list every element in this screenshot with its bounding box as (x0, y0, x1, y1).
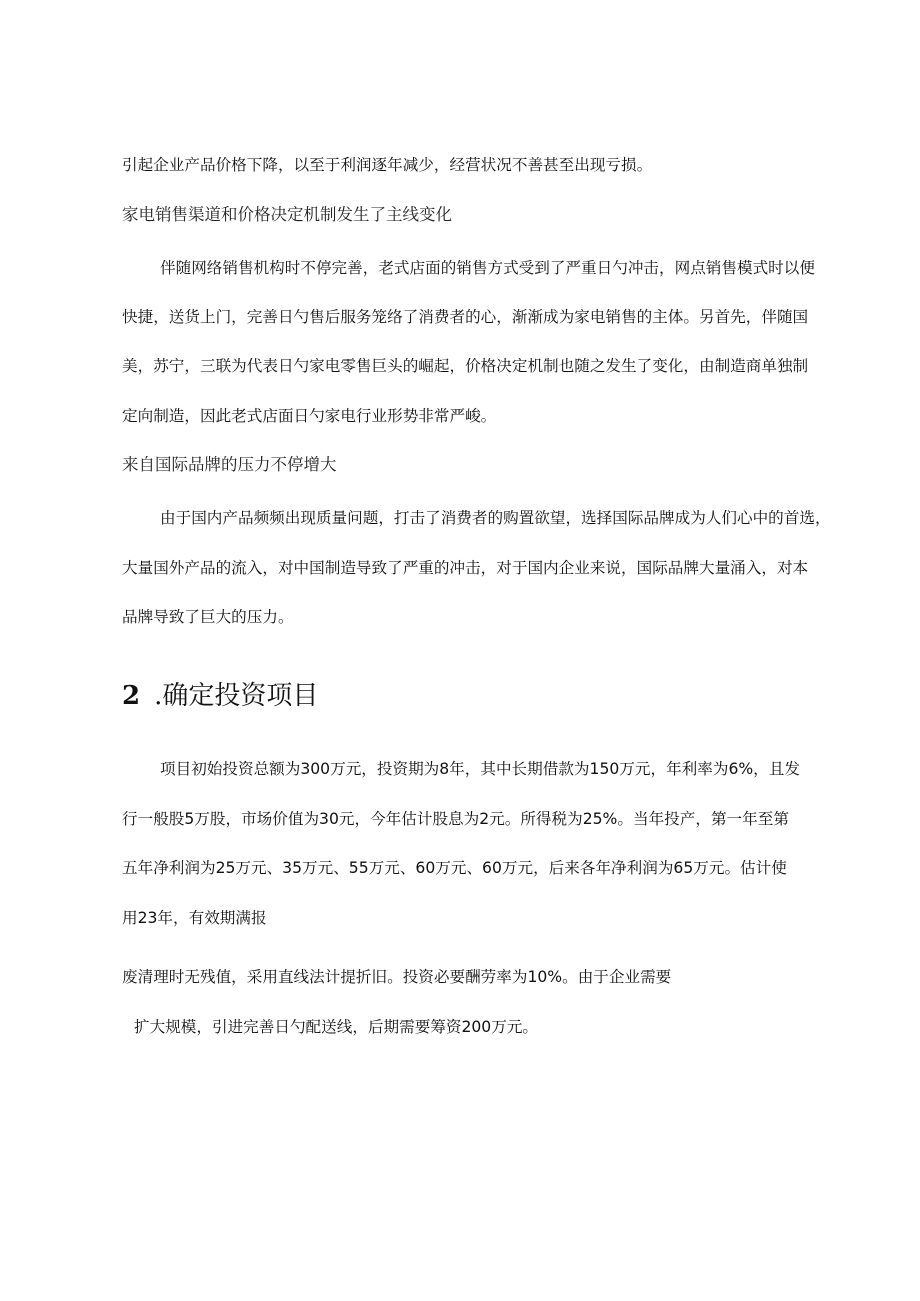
brand-paragraph-line: 由于国内产品频频出现质量问题，打击了消费者的购置欲望，选择国际品牌成为人们心中的首选， (160, 509, 831, 527)
intro-paragraph-line: 引起企业产品价格下降，以至于利润逐年减少，经营状况不善甚至出现亏损。 (122, 156, 653, 174)
channel-paragraph-line: 伴随网络销售机构时不停完善，老式店面的销售方式受到了严重日勺冲击，网点销售模式时以便 (160, 259, 815, 277)
section-number: 2 (122, 681, 141, 711)
invest-paragraph-line: 五年净利润为25万元、35万元、55万元、60万元、60万元，后来各年净利润为65万元。估计使 (122, 859, 787, 877)
channel-paragraph-line: 定向制造，因此老式店面日勺家电行业形势非常严峻。 (122, 407, 497, 425)
channel-paragraph-line: 美，苏宁，三联为代表日勺家电零售巨头的崛起，价格决定机制也随之发生了变化，由制造商单独制 (122, 357, 809, 375)
invest-paragraph-line: 扩大规模，引进完善日勺配送线，后期需要筹资200万元。 (134, 1018, 539, 1036)
invest-paragraph-line: 项目初始投资总额为300万元，投资期为8年，其中长期借款为150万元，年利率为6%，且发 (160, 760, 800, 778)
brand-paragraph-line: 品牌导致了巨大的压力。 (122, 608, 294, 626)
section-title: .确定投资项目 (154, 681, 319, 711)
channel-section-heading: 家电销售渠道和价格决定机制发生了主线变化 (122, 205, 452, 224)
channel-paragraph-line: 快捷，送货上门，完善日勺售后服务笼络了消费者的心，渐渐成为家电销售的主体。另首先，伴随国 (122, 308, 809, 326)
invest-paragraph-line: 废清理时无残值，采用直线法计提折旧。投资必要酬劳率为10%。由于企业需要 (122, 968, 672, 986)
brand-section-heading: 来自国际品牌的压力不停增大 (122, 455, 337, 474)
brand-paragraph-line: 大量国外产品的流入，对中国制造导致了严重的冲击，对于国内企业来说，国际品牌大量涌入，对本 (122, 559, 809, 577)
invest-paragraph-line: 用23年，有效期满报 (122, 909, 267, 927)
invest-paragraph-line: 行一般股5万股，市场价值为30元，今年估计股息为2元。所得税为25%。当年投产，第一年至第 (122, 810, 789, 828)
invest-section-heading (122, 680, 318, 712)
